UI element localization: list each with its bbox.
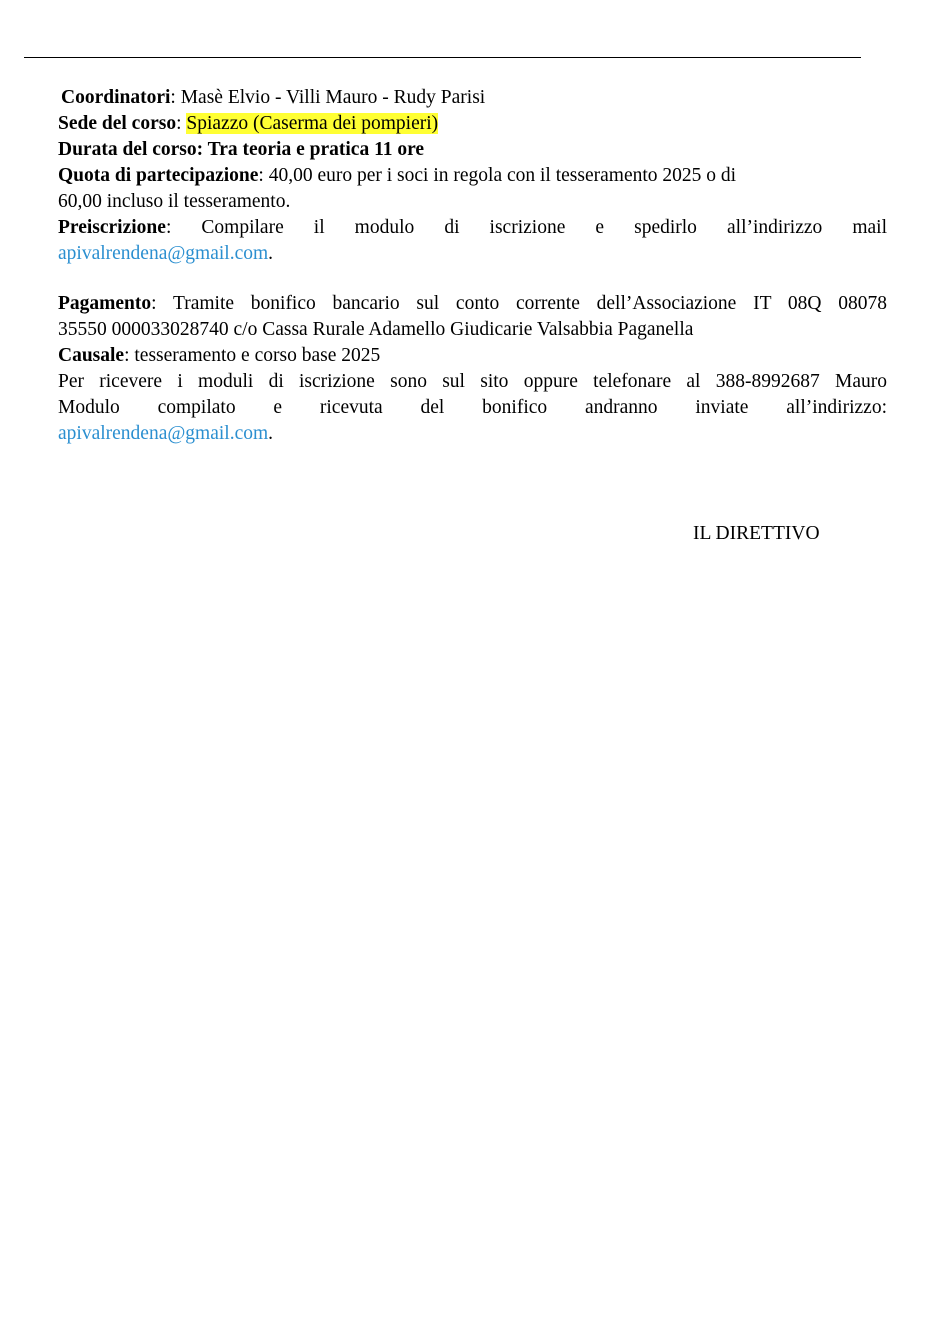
sede-value: Spiazzo (Caserma dei pompieri) <box>186 113 439 134</box>
document-body <box>58 85 887 447</box>
header-rule <box>24 57 861 58</box>
info-line-1: Per ricevere i moduli di iscrizione sono sul sito oppure telefonare al 388-8992687 Mauro <box>58 371 887 392</box>
quota-text-1: 40,00 euro per i soci in regola con il tesseramento 2025 o di <box>268 165 737 186</box>
info-email-line: apivalrendena@gmail.com. <box>58 423 274 444</box>
causale-value: tesseramento e corso base 2025 <box>134 345 381 366</box>
preiscrizione-email-line: apivalrendena@gmail.com. <box>58 243 274 264</box>
preiscrizione-line: Preiscrizione: Compilare il modulo di iscrizione e spedirlo all’indirizzo mail <box>58 217 887 238</box>
quota-line-2: 60,00 incluso il tesseramento. <box>58 191 291 212</box>
preiscrizione-email-link[interactable]: apivalrendena@gmail.com <box>58 243 269 264</box>
pagamento-label: Pagamento <box>58 293 152 314</box>
spacer <box>58 267 887 291</box>
info-email-link[interactable]: apivalrendena@gmail.com <box>58 423 269 444</box>
preiscrizione-text: Compilare il modulo di iscrizione e spedirlo all’indirizzo mail <box>201 217 887 238</box>
coordinatori-line: Coordinatori: Masè Elvio - Villi Mauro - Rudy Parisi <box>61 87 486 108</box>
quota-label: Quota di partecipazione <box>58 165 259 186</box>
coordinatori-label: Coordinatori <box>61 87 171 108</box>
causale-line: Causale: tesseramento e corso base 2025 <box>58 345 381 366</box>
durata-text: Durata del corso: Tra teoria e pratica 11 ore <box>58 139 425 160</box>
info-line-2: Modulo compilato e ricevuta del bonifico andranno inviate all’indirizzo: <box>58 397 887 418</box>
quota-line-1: Quota di partecipazione: 40,00 euro per i soci in regola con il tesseramento 2025 o di <box>58 165 737 186</box>
sede-line: Sede del corso: Spiazzo (Caserma dei pompieri) <box>58 113 439 134</box>
coordinatori-value: Masè Elvio - Villi Mauro - Rudy Parisi <box>180 87 486 108</box>
durata-line <box>58 137 887 163</box>
pagamento-line-1: Pagamento: Tramite bonifico bancario sul conto corrente dell’Associazione IT 08Q 08078 <box>58 293 887 314</box>
causale-label: Causale <box>58 345 125 366</box>
pagamento-line-2: 35550 000033028740 c/o Cassa Rurale Adamello Giudicarie Valsabbia Paganella <box>58 319 694 340</box>
sede-label: Sede del corso <box>58 113 177 134</box>
preiscrizione-label: Preiscrizione <box>58 217 166 238</box>
pagamento-text-1: Tramite bonifico bancario sul conto corrente dell’Associazione IT 08Q 08078 <box>172 293 887 314</box>
signature: IL DIRETTIVO <box>693 523 820 544</box>
